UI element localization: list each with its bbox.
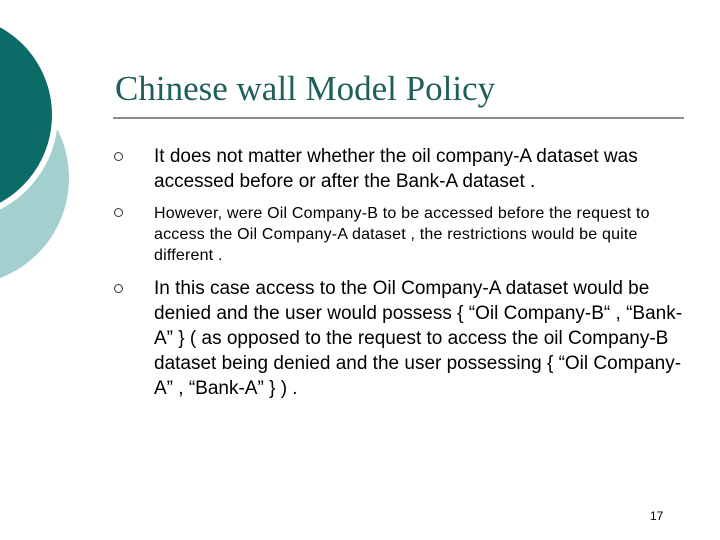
bullet-item [110,203,694,266]
hollow-circle-bullet-icon [114,208,123,217]
decorative-circles [0,0,80,290]
slide-title: Chinese wall Model Policy [115,69,496,108]
bullet-text: In this case access to the Oil Company-A dataset would be denied and the user would possess { “Oil Company-B“ , “Bank-A” } ( as opposed to the request to access the oil Company-B dataset being denied and the user possessing { “Oil Company-A” , “Bank-A” } ) . [154,278,683,399]
bullet-text: However, were Oil Company-B to be accessed before the request to access the Oil Company-A dataset , the restrictions would be quite different . [154,205,650,264]
page-number: 17 [650,509,664,523]
bullet-item [110,276,694,401]
hollow-circle-bullet-icon [114,152,123,161]
bullet-item [110,144,684,194]
bullet-text: It does not matter whether the oil company-A dataset was accessed before or after the Bank-A dataset . [154,146,638,192]
bullet-list [110,144,690,401]
title-divider [113,117,684,119]
hollow-circle-bullet-icon [114,284,123,293]
